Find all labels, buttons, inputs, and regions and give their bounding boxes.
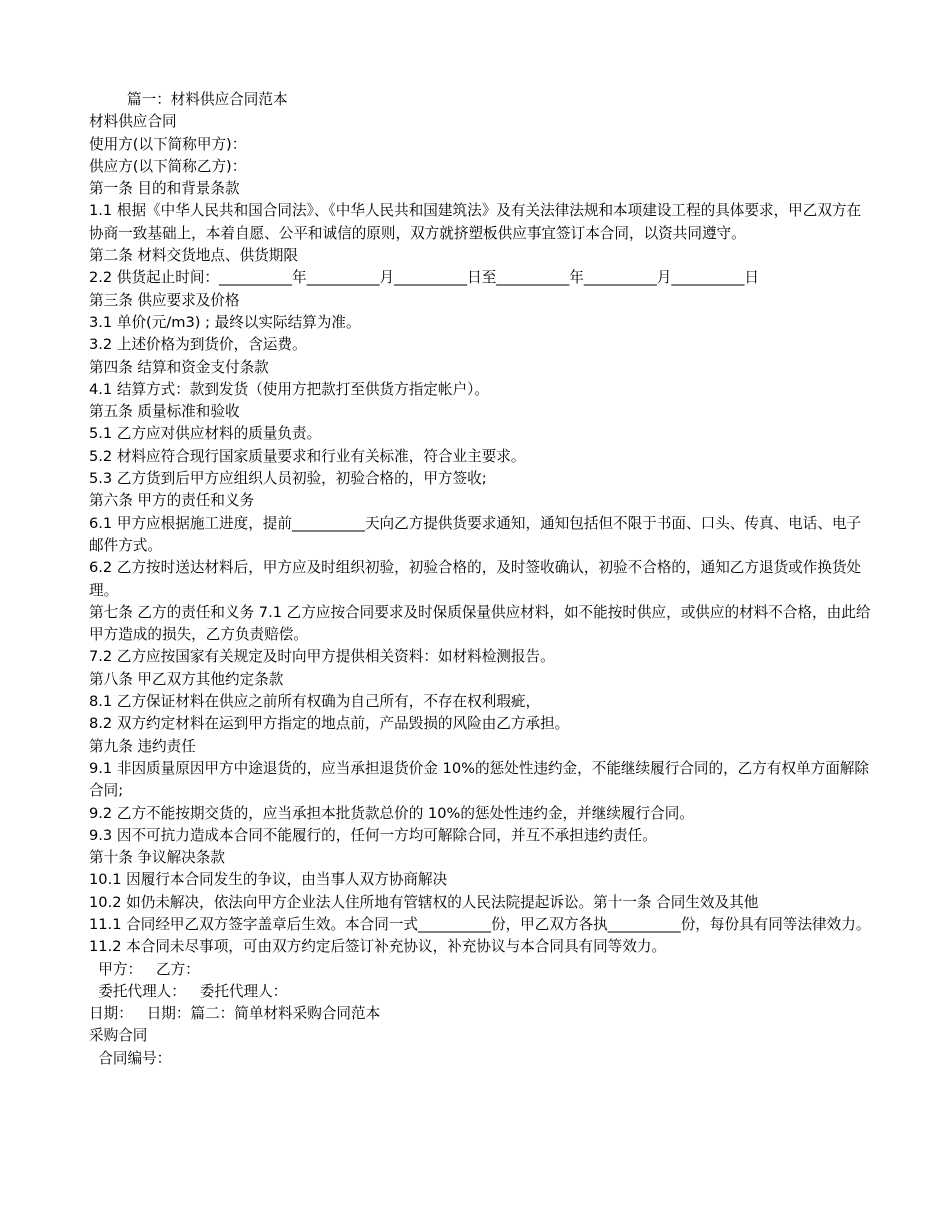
clause-4-1: 4.1 结算方式：款到发货（使用方把款打至供货方指定帐户）。 (89, 380, 489, 398)
signature-agents: 委托代理人： 委托代理人： (89, 982, 288, 1000)
clause-5-1: 5.1 乙方应对供应材料的质量负责。 (89, 425, 322, 443)
clause-6-2: 6.2 乙方按时送达材料后，甲方应及时组织初验，初验合格的，及时签收确认，初验不合格的，通知乙方退货或作换货处理。 (89, 559, 862, 599)
clause-8-1: 8.1 乙方保证材料在供应之前所有权确为自己所有，不存在权利瑕疵， (89, 693, 541, 711)
clause-8-2: 8.2 双方约定材料在运到甲方指定的地点前，产品毁损的风险由乙方承担。 (89, 715, 570, 733)
party-b-line: 供应方(以下简称乙方)： (89, 157, 247, 175)
clause-9-3: 9.3 因不可抗力造成本合同不能履行的，任何一方均可解除合同，并互不承担违约责任。 (89, 826, 657, 844)
article-7-clause-7-1: 第七条 乙方的责任和义务 7.1 乙方应按合同要求及时保质保量供应材料，如不能按时供应，或供应的材料不合格，由此给甲方造成的损失，乙方负责赔偿。 (89, 603, 871, 644)
clause-11-2: 11.2 本合同未尽事项，可由双方约定后签订补充协议，补充协议与本合同具有同等效力。 (89, 938, 667, 956)
article-2-heading: 第二条 材料交货地点、供货期限 (89, 247, 298, 265)
document-body (89, 89, 871, 1070)
article-5-heading: 第五条 质量标准和验收 (89, 403, 240, 421)
clause-10-2: 10.2 如仍未解决，依法向甲方企业法人住所地有管辖权的人民法院提起诉讼。第十一条 合同生效及其他 (89, 893, 759, 911)
article-3-heading: 第三条 供应要求及价格 (89, 291, 240, 309)
clause-3-1: 3.1 单价(元/m3) ; 最终以实际结算为准。 (89, 313, 361, 331)
second-contract-title: 采购合同 (89, 1027, 148, 1045)
clause-2-2: 2.2 供货起止时间：__________年__________月__________日至__________年__________月__________日 (89, 269, 759, 287)
signature-parties: 甲方： 乙方： (89, 960, 200, 978)
section-heading: 篇一：材料供应合同范本 (127, 91, 288, 108)
clause-3-2: 3.2 上述价格为到货价，含运费。 (89, 336, 307, 354)
article-10-heading: 第十条 争议解决条款 (89, 849, 225, 867)
clause-10-1: 10.1 因履行本合同发生的争议，由当事人双方协商解决 (89, 871, 448, 889)
party-a-line: 使用方(以下简称甲方)： (89, 135, 247, 153)
contract-title: 材料供应合同 (89, 113, 177, 131)
clause-11-1: 11.1 合同经甲乙双方签字盖章后生效。本合同一式__________份，甲乙双方各执__________份，每份具有同等法律效力。 (89, 915, 871, 933)
clause-9-1: 9.1 非因质量原因甲方中途退货的，应当承担退货价金 10%的惩处性违约金，不能继续履行合同的，乙方有权单方面解除合同; (89, 759, 870, 800)
article-4-heading: 第四条 结算和资金支付条款 (89, 358, 269, 376)
clause-5-3: 5.3 乙方货到后甲方应组织人员初验，初验合格的，甲方签收; (89, 470, 487, 488)
clause-6-1: 6.1 甲方应根据施工进度，提前__________天向乙方提供货要求通知，通知包括但不限于书面、口头、传真、电话、电子邮件方式。 (89, 514, 862, 554)
article-8-heading: 第八条 甲乙双方其他约定条款 (89, 670, 284, 688)
article-9-heading: 第九条 违约责任 (89, 737, 196, 755)
signature-dates: 日期： 日期：篇二：简单材料采购合同范本 (89, 1005, 381, 1023)
article-6-heading: 第六条 甲方的责任和义务 (89, 492, 255, 510)
clause-1-1: 1.1 根据《中华人民共和国合同法》、《中华人民共和国建筑法》及有关法律法规和本项建设工程的具体要求，甲乙双方在协商一致基础上，本着自愿、公平和诚信的原则，双方就挤塑板供应事宜签订本合同，以资共同遵守。 (89, 202, 862, 242)
clause-5-2: 5.2 材料应符合现行国家质量要求和行业有关标准，符合业主要求。 (89, 447, 526, 465)
contract-number-line: 合同编号： (89, 1049, 172, 1067)
article-1-heading: 第一条 目的和背景条款 (89, 180, 240, 198)
clause-9-2: 9.2 乙方不能按期交货的，应当承担本批货款总价的 10%的惩处性违约金，并继续履行合同。 (89, 804, 694, 822)
clause-7-2: 7.2 乙方应按国家有关规定及时向甲方提供相关资料：如材料检测报告。 (89, 648, 555, 666)
